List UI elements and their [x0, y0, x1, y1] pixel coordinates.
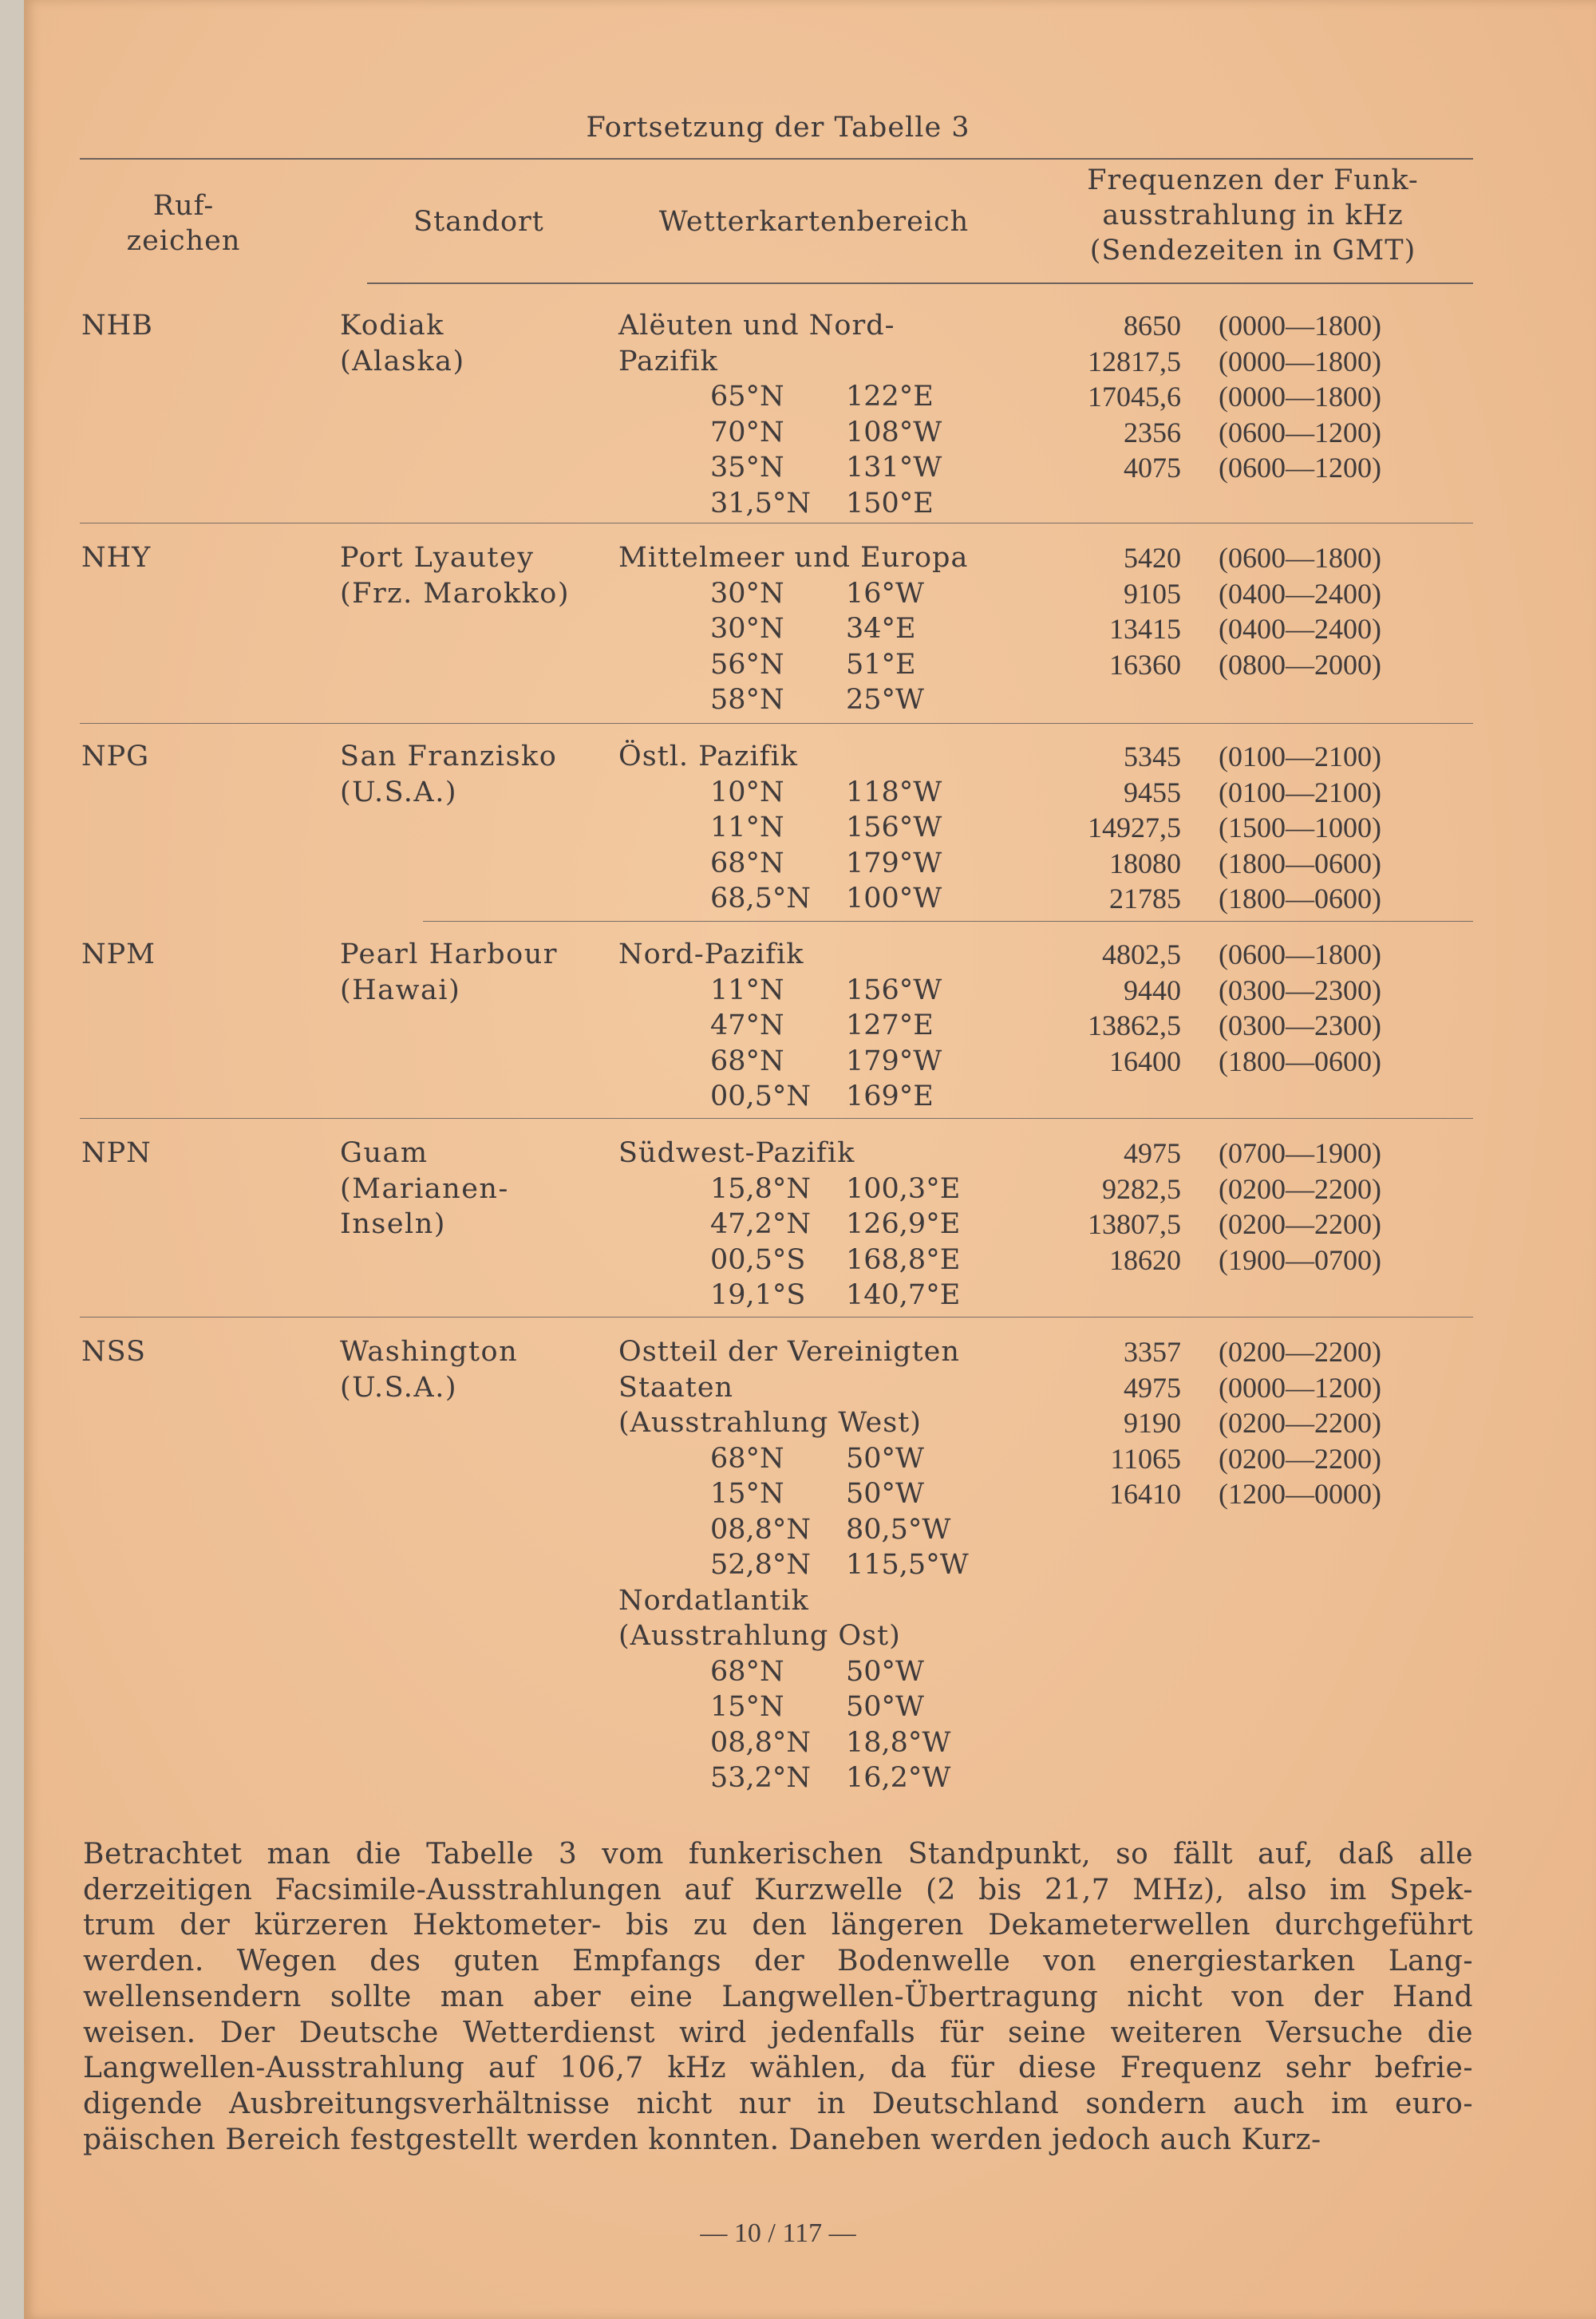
coord-latitude: 68,5°N — [710, 883, 812, 915]
broadcast-time: (0000—1800) — [1219, 310, 1381, 342]
broadcast-time: (1500—1000) — [1219, 812, 1381, 843]
coord-latitude: 00,5°S — [710, 1243, 806, 1276]
broadcast-time: (0100—2100) — [1219, 776, 1381, 808]
coord-longitude: 80,5°W — [846, 1513, 951, 1546]
coord-latitude: 58°N — [710, 684, 784, 716]
coord-latitude: 47,2°N — [710, 1208, 812, 1240]
call-sign: NHB — [81, 310, 153, 342]
broadcast-time: (1800—0600) — [1219, 1045, 1381, 1077]
row-separator — [80, 1118, 1473, 1119]
header-wetterkartenbereich: Wetterkartenbereich — [658, 206, 970, 238]
coord-latitude: 10°N — [710, 776, 784, 808]
frequency-khz: 16400 — [1109, 1045, 1181, 1077]
broadcast-time: (0300—2300) — [1219, 974, 1381, 1006]
coord-longitude: 51°E — [846, 648, 916, 681]
paragraph-line: weisen. Der Deutsche Wetterdienst wird jedenfalls für seine weiteren Versuche die — [83, 2016, 1473, 2049]
chart-area: Ostteil der Vereinigten Staaten (Ausstrahlung West) — [618, 1336, 960, 1439]
chart-area: Mittelmeer und Europa — [618, 542, 969, 574]
coord-longitude: 108°W — [846, 416, 942, 448]
coord-longitude: 156°W — [846, 974, 942, 1006]
frequency-khz: 9105 — [1124, 577, 1181, 610]
row-separator — [423, 921, 1473, 922]
frequency-khz: 18080 — [1109, 847, 1181, 879]
broadcast-time: (0300—2300) — [1219, 1009, 1381, 1041]
coord-latitude: 31,5°N — [710, 487, 812, 520]
frequency-khz: 13807,5 — [1088, 1208, 1181, 1240]
call-sign: NPN — [81, 1137, 152, 1169]
table-caption: Fortsetzung der Tabelle 3 — [586, 112, 970, 144]
coord-longitude: 168,8°E — [846, 1243, 961, 1276]
coord-longitude: 50°W — [846, 1442, 925, 1475]
coord-latitude: 70°N — [710, 416, 784, 448]
header-standort: Standort — [413, 206, 544, 238]
coord-longitude: 179°W — [846, 847, 942, 879]
coord-longitude: 126,9°E — [846, 1208, 961, 1240]
body-paragraph — [83, 1837, 1473, 2158]
broadcast-time: (0600—1200) — [1219, 416, 1381, 448]
coord-latitude: 68°N — [710, 1442, 784, 1475]
chart-area: Südwest-Pazifik — [618, 1137, 855, 1169]
broadcast-time: (0000—1800) — [1219, 381, 1381, 413]
coord-longitude: 100,3°E — [846, 1172, 961, 1205]
coord-longitude: 131°W — [846, 452, 942, 484]
page-number: — 10 / 117 — — [700, 2218, 856, 2248]
frequency-khz: 14927,5 — [1088, 812, 1181, 843]
coord-longitude: 34°E — [846, 613, 916, 645]
coord-latitude: 11°N — [710, 812, 784, 843]
coord-longitude: 122°E — [846, 381, 934, 413]
coord-longitude: 16°W — [846, 577, 925, 610]
broadcast-time: (0200—2200) — [1219, 1407, 1381, 1439]
header-rufzeichen: Ruf- zeichen — [126, 190, 241, 257]
frequency-khz: 16410 — [1109, 1478, 1181, 1510]
coord-latitude: 65°N — [710, 381, 784, 413]
chart-area-secondary: Nordatlantik (Ausstrahlung Ost) — [618, 1584, 901, 1652]
broadcast-time: (0600—1800) — [1219, 938, 1381, 970]
coord-longitude: 50°W — [846, 1655, 925, 1688]
paragraph-line: päischen Bereich festgestellt werden konnten. Daneben werden jedoch auch Kurz- — [83, 2123, 1321, 2156]
broadcast-time: (0000—1800) — [1219, 345, 1381, 377]
broadcast-time: (0600—1800) — [1219, 542, 1381, 574]
coord-latitude: 47°N — [710, 1009, 784, 1041]
coord-longitude: 169°E — [846, 1080, 934, 1112]
frequency-khz: 11065 — [1110, 1442, 1181, 1475]
paragraph-line: digende Ausbreitungsverhältnisse nicht nur in Deutschland sondern auch im euro- — [83, 2087, 1473, 2120]
coord-latitude: 68°N — [710, 1045, 784, 1077]
frequency-khz: 18620 — [1109, 1243, 1181, 1276]
frequency-khz: 5345 — [1124, 741, 1181, 772]
coord-latitude: 15,8°N — [710, 1172, 812, 1205]
coord-longitude: 156°W — [846, 812, 942, 843]
coord-longitude: 18,8°W — [846, 1726, 951, 1759]
coord-latitude: 30°N — [710, 613, 784, 645]
coord-longitude: 50°W — [846, 1691, 925, 1723]
location: Pearl Harbour (Hawai) — [340, 938, 558, 1006]
location: San Franzisko (U.S.A.) — [340, 741, 558, 808]
location: Guam (Marianen- Inseln) — [340, 1137, 509, 1240]
coord-longitude: 25°W — [846, 684, 925, 716]
broadcast-time: (1900—0700) — [1219, 1243, 1381, 1276]
frequency-khz: 16360 — [1109, 648, 1181, 681]
paragraph-line: werden. Wegen des guten Empfangs der Bodenwelle von energiestarken Lang- — [83, 1945, 1473, 1978]
chart-area: Alëuten und Nord- Pazifik — [618, 310, 895, 377]
frequency-khz: 3357 — [1124, 1336, 1181, 1368]
coord-latitude: 08,8°N — [710, 1726, 812, 1759]
frequency-khz: 2356 — [1124, 416, 1181, 448]
coord-longitude: 50°W — [846, 1478, 925, 1510]
coord-longitude: 127°E — [846, 1009, 934, 1041]
frequency-khz: 13415 — [1109, 613, 1181, 645]
frequency-khz: 9440 — [1124, 974, 1181, 1006]
coord-longitude: 118°W — [846, 776, 942, 808]
frequency-khz: 12817,5 — [1088, 345, 1181, 377]
chart-area: Östl. Pazifik — [618, 741, 798, 772]
call-sign: NPG — [81, 741, 150, 772]
coord-longitude: 179°W — [846, 1045, 942, 1077]
coord-latitude: 53,2°N — [710, 1762, 812, 1794]
call-sign: NPM — [81, 938, 156, 970]
coord-latitude: 15°N — [710, 1691, 784, 1723]
coord-latitude: 56°N — [710, 648, 784, 681]
coord-longitude: 115,5°W — [846, 1549, 969, 1581]
frequency-khz: 4802,5 — [1102, 938, 1181, 970]
broadcast-time: (0400—2400) — [1219, 577, 1381, 610]
coord-latitude: 52,8°N — [710, 1549, 812, 1581]
call-sign: NHY — [81, 542, 152, 574]
coord-latitude: 30°N — [710, 577, 784, 610]
paragraph-line: derzeitigen Facsimile-Ausstrahlungen auf Kurzwelle (2 bis 21,7 MHz), also im Spek- — [83, 1873, 1473, 1906]
paragraph-line: Betrachtet man die Tabelle 3 vom funkerischen Standpunkt, so fällt auf, daß alle — [83, 1838, 1473, 1871]
frequency-khz: 9190 — [1124, 1407, 1181, 1439]
broadcast-time: (0200—2200) — [1219, 1336, 1381, 1368]
call-sign: NSS — [81, 1336, 146, 1368]
frequency-khz: 8650 — [1124, 310, 1181, 342]
broadcast-time: (0200—2200) — [1219, 1442, 1381, 1475]
header-frequenzen: Frequenzen der Funk- ausstrahlung in kHz (Sendezeiten in GMT) — [1087, 164, 1419, 267]
coord-longitude: 100°W — [846, 883, 942, 915]
frequency-khz: 4975 — [1124, 1371, 1181, 1404]
table-top-rule — [80, 158, 1473, 160]
broadcast-time: (0600—1200) — [1219, 452, 1381, 484]
frequency-khz: 4075 — [1124, 452, 1181, 484]
broadcast-time: (0000—1200) — [1219, 1371, 1381, 1404]
location: Kodiak (Alaska) — [340, 310, 465, 377]
chart-area: Nord-Pazifik — [618, 938, 804, 970]
broadcast-time: (1800—0600) — [1219, 847, 1381, 879]
row-separator — [80, 1317, 1473, 1318]
frequency-khz: 17045,6 — [1088, 381, 1181, 413]
broadcast-time: (0100—2100) — [1219, 741, 1381, 772]
location: Port Lyautey (Frz. Marokko) — [340, 542, 571, 610]
coord-latitude: 11°N — [710, 974, 784, 1006]
row-separator — [80, 723, 1473, 724]
coord-latitude: 15°N — [710, 1478, 784, 1510]
broadcast-time: (0200—2200) — [1219, 1172, 1381, 1205]
coord-latitude: 00,5°N — [710, 1080, 812, 1112]
coord-latitude: 35°N — [710, 452, 784, 484]
broadcast-time: (0200—2200) — [1219, 1208, 1381, 1240]
paragraph-line: wellensendern sollte man aber eine Langwellen-Übertragung nicht von der Hand — [83, 1980, 1473, 2013]
header-bottom-rule — [367, 282, 1473, 284]
frequency-khz: 9282,5 — [1102, 1172, 1181, 1205]
location: Washington (U.S.A.) — [340, 1336, 519, 1404]
coord-longitude: 150°E — [846, 487, 934, 520]
broadcast-time: (1800—0600) — [1219, 883, 1381, 915]
frequency-khz: 9455 — [1124, 776, 1181, 808]
coord-latitude: 68°N — [710, 847, 784, 879]
frequency-khz: 4975 — [1124, 1137, 1181, 1169]
broadcast-time: (0400—2400) — [1219, 613, 1381, 645]
coord-longitude: 140,7°E — [846, 1279, 961, 1311]
coord-latitude: 19,1°S — [710, 1279, 806, 1311]
broadcast-time: (1200—0000) — [1219, 1478, 1381, 1510]
broadcast-time: (0800—2000) — [1219, 648, 1381, 681]
paragraph-line: trum der kürzeren Hektometer- bis zu den längeren Dekameterwellen durchgeführt — [83, 1909, 1473, 1942]
coord-latitude: 08,8°N — [710, 1513, 812, 1546]
frequency-khz: 13862,5 — [1088, 1009, 1181, 1041]
coord-latitude: 68°N — [710, 1655, 784, 1688]
coord-longitude: 16,2°W — [846, 1762, 951, 1794]
paragraph-line: Langwellen-Ausstrahlung auf 106,7 kHz wählen, da für diese Frequenz sehr befrie- — [83, 2052, 1473, 2085]
broadcast-time: (0700—1900) — [1219, 1137, 1381, 1169]
frequency-khz: 21785 — [1109, 883, 1181, 915]
frequency-khz: 5420 — [1124, 542, 1181, 574]
document-page — [24, 0, 1596, 2319]
